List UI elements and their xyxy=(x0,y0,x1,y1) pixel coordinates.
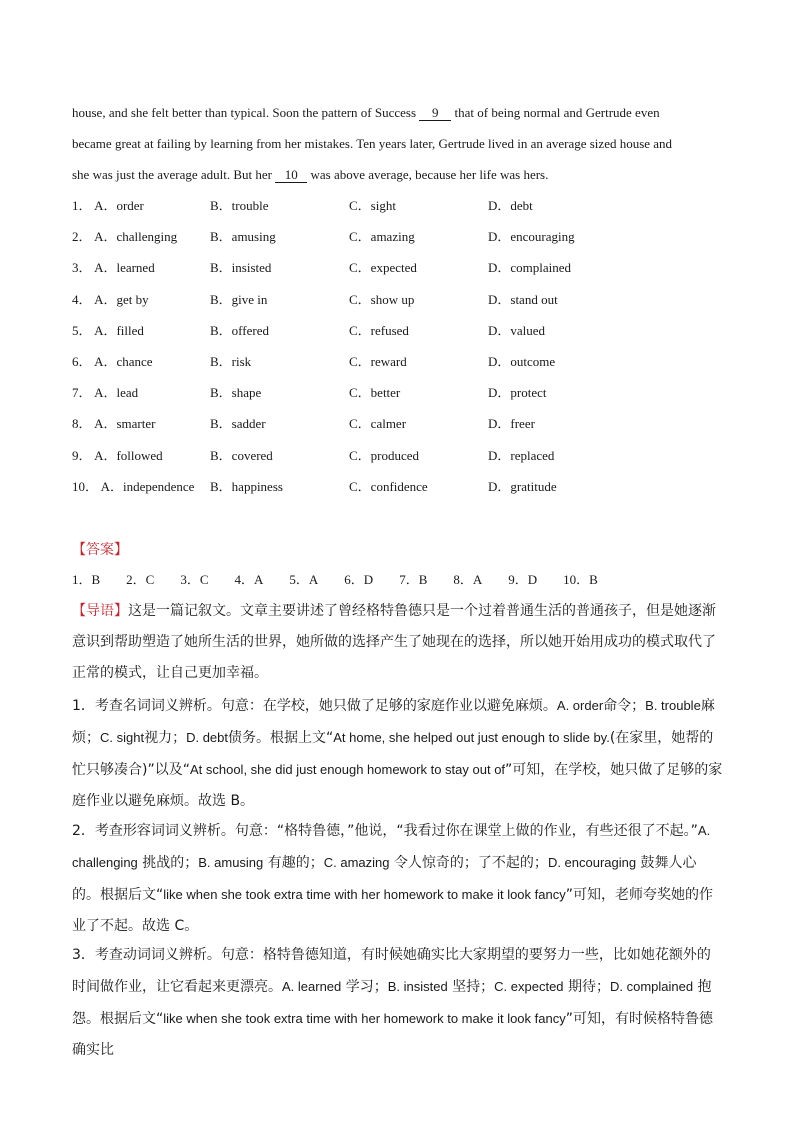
option-d: D．stand out xyxy=(488,291,558,307)
explanation-text: 坚持； xyxy=(447,979,495,995)
explanation-text: 命令； xyxy=(603,698,646,714)
answer-item: 5．A xyxy=(289,572,319,587)
option-d: D．outcome xyxy=(488,353,556,369)
option-number: 6． A．chance xyxy=(72,353,153,369)
explanation-text: 视力； xyxy=(144,730,187,746)
explanation-english: C. expected xyxy=(494,979,564,994)
option-b: B．insisted xyxy=(210,260,272,276)
explanation-english: D. debt xyxy=(186,730,228,745)
explanation-english: B. insisted xyxy=(387,979,448,994)
explanation-english: A. order xyxy=(556,698,604,713)
explanation-text: 债务。根据上文“ xyxy=(228,730,334,746)
passage-text: that of being normal and Gertrude even xyxy=(451,105,660,120)
explanation-3 xyxy=(72,940,724,1066)
explanation-text: 挑战的； xyxy=(137,855,199,871)
passage-paragraph xyxy=(72,97,722,190)
option-b: B．offered xyxy=(210,322,269,338)
option-number: 8． A．smarter xyxy=(72,416,156,432)
option-c: C．produced xyxy=(349,447,420,463)
explanation-text: 令人惊奇的；了不起的； xyxy=(389,855,548,871)
explanation-text: 2．考查形容词词义辨析。句意：“格特鲁德，”他说，“我看过你在课堂上做的作业，有些还很了不起。” xyxy=(72,823,698,839)
explanation-english: A. learned xyxy=(282,979,342,994)
answer-item: 9．D xyxy=(508,572,538,587)
answer-item: 10．B xyxy=(563,572,598,587)
explanation-text: (在家里，她帮的忙只够凑合)”以及“ xyxy=(72,730,714,778)
explanation-2 xyxy=(72,815,724,942)
option-row-9 xyxy=(72,440,722,471)
explanation-text: 有趣的； xyxy=(263,855,324,871)
guide-label: 【导语】 xyxy=(72,603,128,619)
option-c: C．amazing xyxy=(349,229,415,245)
option-c: C．sight xyxy=(349,198,396,213)
option-number: 5． A．filled xyxy=(72,322,144,338)
answer-item: 6．D xyxy=(344,572,374,587)
explanation-text: ”可知，有时候格特鲁德确实比 xyxy=(72,1011,713,1058)
option-d: D．freer xyxy=(488,416,535,432)
option-b: B．give in xyxy=(210,291,268,307)
explanation-english: B. amusing xyxy=(198,855,264,870)
answer-item: 3．C xyxy=(180,572,209,587)
explanation-text: 学习； xyxy=(341,979,388,995)
passage-line-2: became great at failing by learning from her mistakes. Ten years later, Gertrude lived in an average sized house and xyxy=(72,136,673,151)
option-row-2 xyxy=(72,221,722,252)
explanation-text: ”可知，老师夸奖她的作业了不起。故选 C。 xyxy=(72,887,713,934)
option-number: 4． A．get by xyxy=(72,291,149,307)
option-c: C．reward xyxy=(349,353,407,369)
option-c: C．better xyxy=(349,385,401,401)
answer-heading: 【答案】 xyxy=(72,542,128,558)
explanation-english: C. amazing xyxy=(323,855,390,870)
option-row-4 xyxy=(72,284,722,315)
option-d: D．valued xyxy=(488,322,546,338)
option-b: B．sadder xyxy=(210,416,266,432)
option-row-3 xyxy=(72,252,722,283)
option-c: C．refused xyxy=(349,322,409,338)
explanation-english: B. trouble xyxy=(645,698,701,713)
option-row-1 xyxy=(72,190,722,221)
explanation-text: 3．考查动词词义辨析。句意：格特鲁德知道，有时候她确实比大家期望的要努力一些，比如她花额外的时间做作业，让它看起来更漂亮。 xyxy=(72,947,711,995)
passage-line-3 xyxy=(72,159,722,190)
explanation-english: D. complained xyxy=(609,979,694,994)
option-row-10 xyxy=(72,471,722,502)
passage-text: was above average, because her life was hers. xyxy=(307,167,549,182)
answer-item: 2．C xyxy=(126,572,155,587)
option-d: D．protect xyxy=(488,385,547,401)
guide-paragraph xyxy=(72,596,724,689)
explanation-text: ”可知，在学校，她只做了足够的家庭作业以避免麻烦。故选 B。 xyxy=(72,762,723,809)
option-number: 9． A．followed xyxy=(72,447,163,463)
option-d: D．encouraging xyxy=(488,229,575,245)
explanation-text: 麻烦； xyxy=(72,698,715,746)
option-row-7 xyxy=(72,377,722,408)
guide-text: 这是一篇记叙文。文章主要讲述了曾经格特鲁德只是一个过着普通生活的普通孩子，但是她逐渐意识到帮助塑造了她所生活的世界，她所做的选择产生了她现在的选择，所以她开始用成功的模式取代了正常的模式，让自己更加幸福。 xyxy=(72,603,716,681)
explanation-english: like when she took extra time with her homework to make it look fancy xyxy=(163,887,566,902)
explanation-english: A. challenging xyxy=(72,823,711,870)
option-number: 7． A．lead xyxy=(72,385,139,401)
answer-key xyxy=(72,566,624,594)
passage-text: house, and she felt better than typical. Soon the pattern of Success xyxy=(72,105,420,120)
explanation-text: 抱怨。根据后文“ xyxy=(72,979,712,1027)
option-row-6 xyxy=(72,346,722,377)
option-number: 1． A．order xyxy=(72,198,144,213)
option-b: B．happiness xyxy=(210,478,283,494)
option-c: C．calmer xyxy=(349,416,407,432)
option-d: D．gratitude xyxy=(488,478,557,494)
explanation-text: 1．考查名词词义辨析。句意：在学校，她只做了足够的家庭作业以避免麻烦。 xyxy=(72,698,557,714)
answer-item: 4．A xyxy=(234,572,264,587)
option-number: 2． A．challenging xyxy=(72,229,178,245)
passage-line-1 xyxy=(72,97,722,128)
option-b: B．covered xyxy=(210,447,273,463)
blank-9: 9 xyxy=(419,106,451,121)
answer-item: 1．B xyxy=(72,572,101,587)
option-row-8 xyxy=(72,408,722,439)
explanation-english: like when she took extra time with her homework to make it look fancy xyxy=(163,1011,566,1026)
explanation-text: 期待； xyxy=(563,979,610,995)
options-list xyxy=(72,190,722,502)
option-number: 3． A．learned xyxy=(72,260,155,276)
option-row-5 xyxy=(72,315,722,346)
option-b: B．trouble xyxy=(210,198,269,213)
explanation-english: At school, she did just enough homework to stay out of xyxy=(189,762,506,777)
explanation-english: At home, she helped out just enough to slide by. xyxy=(333,730,610,745)
option-b: B．risk xyxy=(210,353,252,369)
option-c: C．confidence xyxy=(349,478,428,494)
blank-10: 10 xyxy=(275,168,307,183)
passage-text: she was just the average adult. But her xyxy=(72,167,276,182)
explanation-english: C. sight xyxy=(100,730,145,745)
explanation-english: D. encouraging xyxy=(547,855,637,870)
answer-item: 7．B xyxy=(399,572,428,587)
answer-item: 8．A xyxy=(453,572,483,587)
explanation-1 xyxy=(72,690,724,817)
option-b: B．amusing xyxy=(210,229,276,245)
option-d: D．replaced xyxy=(488,447,555,463)
option-b: B．shape xyxy=(210,385,262,401)
option-d: D．complained xyxy=(488,260,572,276)
option-number: 10． A．independence xyxy=(72,478,195,494)
option-c: C．expected xyxy=(349,260,417,276)
option-c: C．show up xyxy=(349,291,415,307)
option-d: D．debt xyxy=(488,198,533,213)
explanation-text: 鼓舞人心的。根据后文“ xyxy=(72,855,697,903)
